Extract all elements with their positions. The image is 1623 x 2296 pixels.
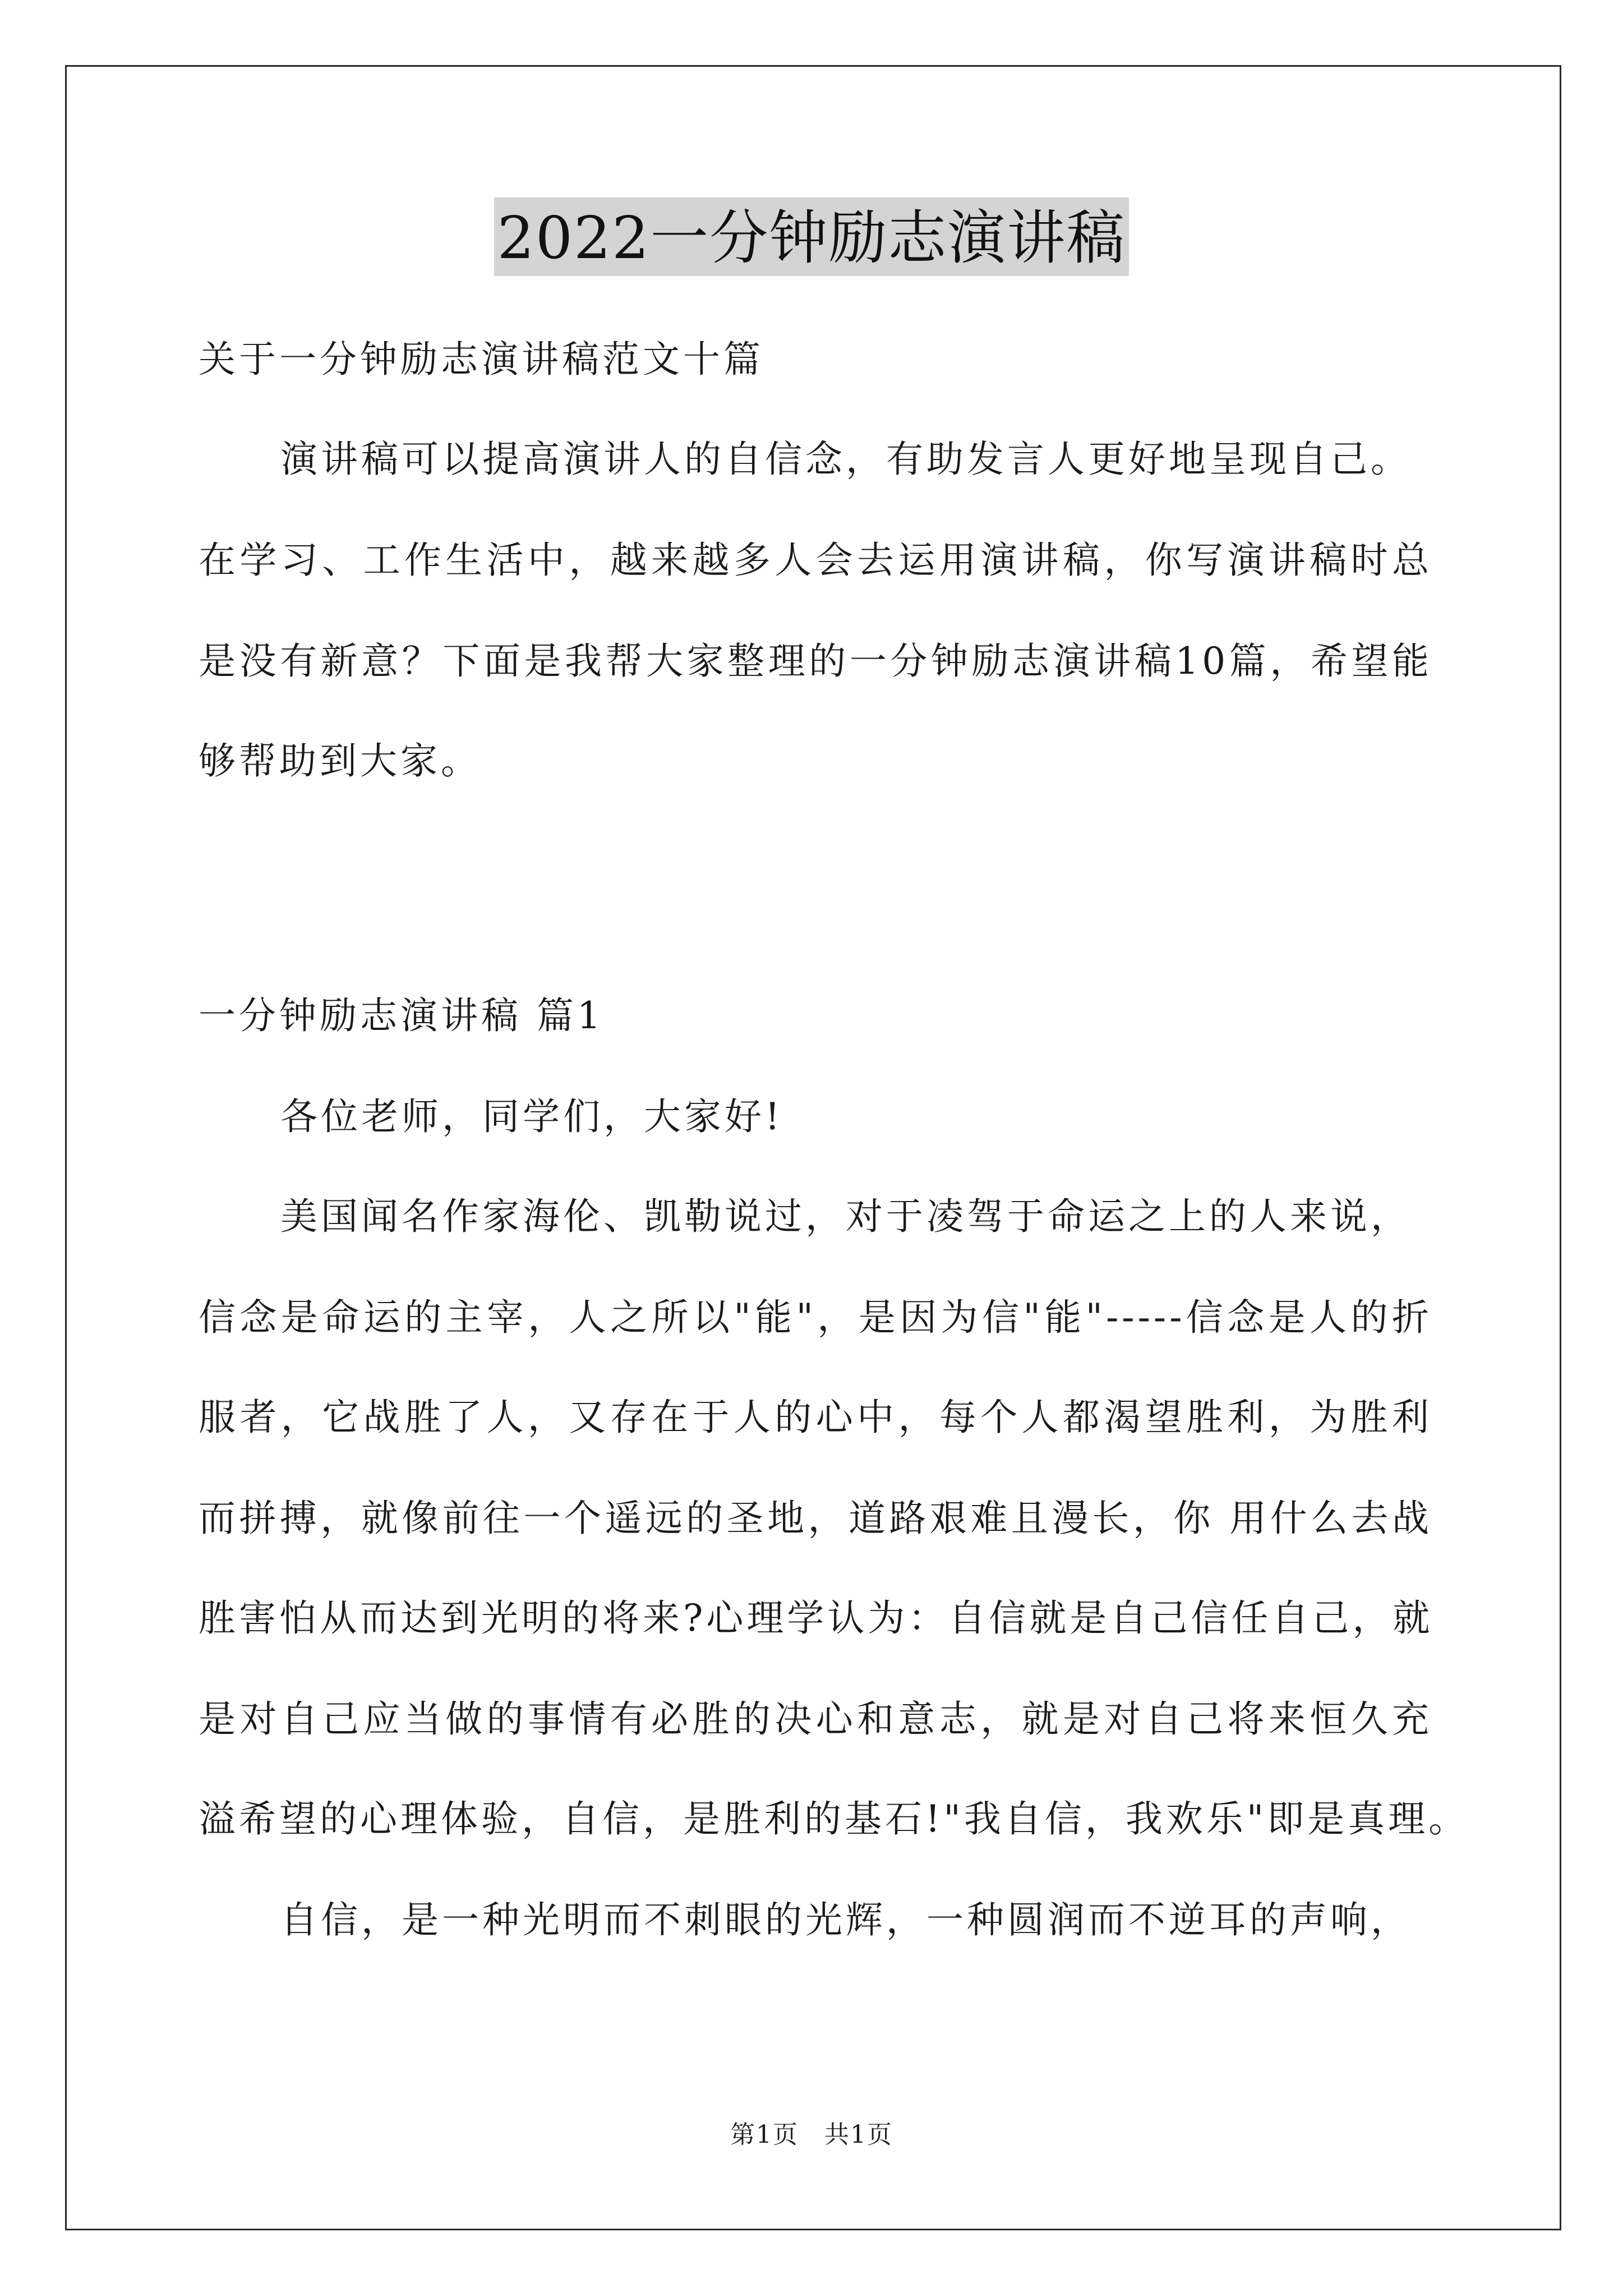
body-line: 是对自己应当做的事情有必胜的决心和意志，就是对自己将来恒久充	[199, 1697, 1432, 1741]
body-line: 美国闻名作家海伦、凯勒说过，对于凌驾于命运之上的人来说，	[280, 1195, 1411, 1238]
section-heading: 一分钟励志演讲稿 篇1	[199, 994, 604, 1037]
body-line: 胜害怕从而达到光明的将来?心理学认为：自信就是自己信任自己，就	[199, 1596, 1433, 1640]
body-line: 服者，它战胜了人，又存在于人的心中，每个人都渴望胜利，为胜利	[199, 1396, 1432, 1439]
greeting: 各位老师，同学们，大家好!	[280, 1095, 783, 1138]
intro-line: 演讲稿可以提高演讲人的自信念，有助发言人更好地呈现自己。	[280, 438, 1411, 481]
intro-line: 在学习、工作生活中，越来越多人会去运用演讲稿，你写演讲稿时总	[199, 539, 1432, 582]
document-subtitle: 关于一分钟励志演讲稿范文十篇	[199, 338, 764, 381]
body-line: 信念是命运的主宰，人之所以"能"，是因为信"能"-----信念是人的折	[199, 1296, 1432, 1339]
intro-line: 是没有新意？下面是我帮大家整理的一分钟励志演讲稿10篇，希望能	[199, 639, 1432, 683]
body-line: 而拼搏，就像前往一个遥远的圣地，道路艰难且漫长，你 用什么去战	[199, 1497, 1432, 1540]
body-line: 自信，是一种光明而不刺眼的光辉，一种圆润而不逆耳的声响，	[280, 1898, 1411, 1941]
intro-line: 够帮助到大家。	[199, 739, 481, 783]
body-line: 溢希望的心理体验，自信，是胜利的基石!"我自信，我欢乐"即是真理。	[199, 1797, 1469, 1841]
page-footer: 第1页 共1页	[730, 2120, 893, 2149]
document-title: 2022一分钟励志演讲稿	[494, 197, 1129, 276]
title-container	[0, 197, 1623, 276]
